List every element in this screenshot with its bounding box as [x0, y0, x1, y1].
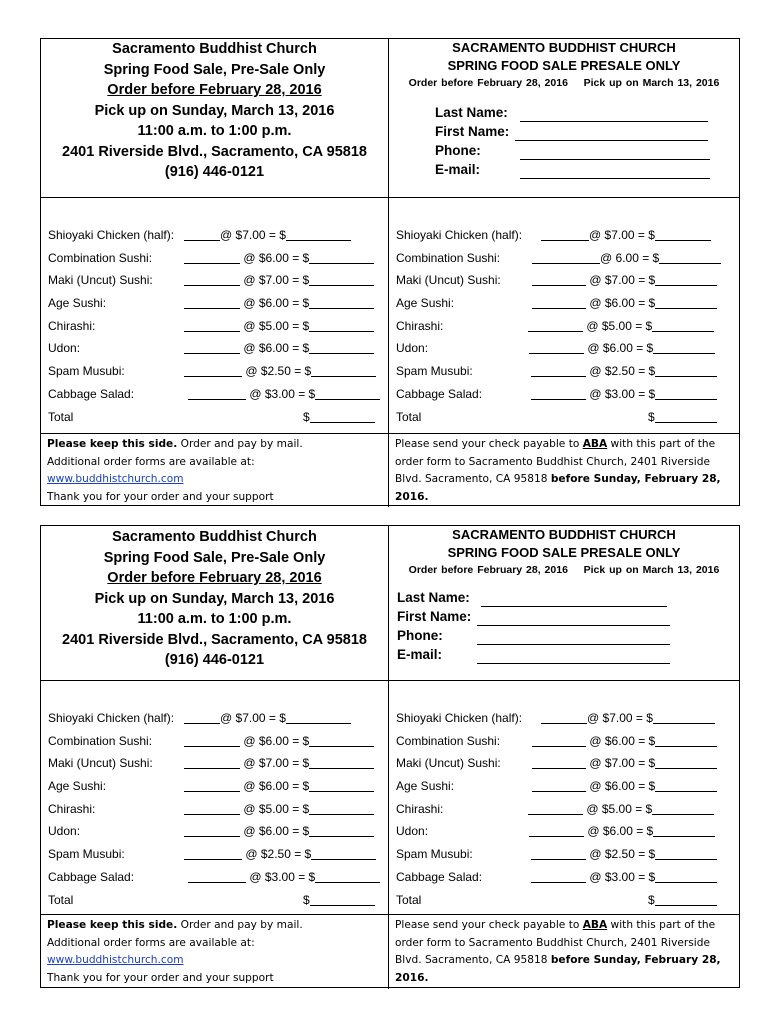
- send-check-note: Please send your check payable to ABA with this part of the order form to Sacramento Buddhist Church, 2401 Riverside Blvd. Sacramento, CA 95818 before Sunday, February 28, 2016.: [388, 434, 739, 507]
- pickup-time: 11:00 a.m. to 1:00 p.m.: [137, 611, 292, 627]
- form-footer: [41, 433, 739, 507]
- order-before: Order before February 28, 2016: [408, 564, 568, 576]
- item-row: Combination Sushi: @ 6.00 = $: [389, 251, 739, 274]
- items-section: [41, 681, 739, 914]
- total-row: Total $: [41, 410, 388, 433]
- item-row: Udon: @ $6.00 = $: [41, 824, 388, 847]
- form-footer: [41, 914, 739, 989]
- right-items: [388, 681, 739, 914]
- pick-up: Pick up on March 13, 2016: [583, 564, 720, 576]
- form-header: [41, 39, 739, 198]
- dates-line: [389, 562, 739, 578]
- phone-field[interactable]: Phone:: [435, 141, 739, 160]
- item-row: Age Sushi: @ $6.00 = $: [389, 296, 739, 319]
- item-row: Cabbage Salad: @ $3.00 = $: [389, 870, 739, 893]
- left-header: [41, 39, 388, 197]
- right-items: [388, 198, 739, 433]
- sale-title-caps: SPRING FOOD SALE PRESALE ONLY: [447, 58, 681, 73]
- item-row: Combination Sushi: @ $6.00 = $: [41, 251, 388, 274]
- left-items: [41, 198, 388, 433]
- church-address: 2401 Riverside Blvd., Sacramento, CA 95818: [62, 143, 367, 160]
- church-name-caps: SACRAMENTO BUDDHIST CHURCH: [452, 40, 676, 55]
- pickup-time: 11:00 a.m. to 1:00 p.m.: [137, 123, 292, 139]
- last-name-field[interactable]: Last Name:: [435, 103, 739, 122]
- last-name-field[interactable]: Last Name:: [397, 588, 739, 607]
- order-before: Order before February 28, 2016: [408, 77, 568, 89]
- item-row: Age Sushi: @ $6.00 = $: [41, 779, 388, 802]
- item-row: Shioyaki Chicken (half): @ $7.00 = $: [389, 228, 739, 251]
- form-header: [41, 526, 739, 681]
- sale-title-caps: SPRING FOOD SALE PRESALE ONLY: [447, 545, 681, 560]
- item-row: Maki (Uncut) Sushi: @ $7.00 = $: [389, 273, 739, 296]
- church-address: 2401 Riverside Blvd., Sacramento, CA 95818: [62, 631, 367, 648]
- item-row: Shioyaki Chicken (half): @ $7.00 = $: [389, 711, 739, 734]
- left-header: [41, 526, 388, 680]
- item-row: Chirashi: @ $5.00 = $: [389, 319, 739, 342]
- order-deadline: Order before February 28, 2016: [107, 82, 322, 98]
- items-section: [41, 198, 739, 433]
- order-deadline: Order before February 28, 2016: [107, 570, 322, 586]
- customer-fields: [389, 588, 739, 664]
- right-header: [388, 526, 739, 680]
- church-phone: (916) 446-0121: [164, 652, 265, 668]
- item-row: Spam Musubi: @ $2.50 = $: [389, 847, 739, 870]
- total-row: Total $: [389, 893, 739, 916]
- item-row: Udon: @ $6.00 = $: [41, 341, 388, 364]
- website-link[interactable]: www.buddhistchurch.com: [47, 954, 184, 966]
- item-row: Maki (Uncut) Sushi: @ $7.00 = $: [389, 756, 739, 779]
- email-field[interactable]: E-mail:: [397, 645, 739, 664]
- sale-title: Spring Food Sale, Pre-Sale Only: [103, 549, 326, 566]
- keep-side-note: Please keep this side. Order and pay by mail. Additional order forms are available at: www.buddhistchurch.com Thank you for your order and your support: [47, 919, 303, 984]
- item-row: Chirashi: @ $5.00 = $: [41, 319, 388, 342]
- item-row: Combination Sushi: @ $6.00 = $: [389, 734, 739, 757]
- first-name-field[interactable]: First Name:: [397, 607, 739, 626]
- item-row: Shioyaki Chicken (half): @ $7.00 = $: [41, 711, 388, 734]
- keep-side-note: Please keep this side. Order and pay by mail. Additional order forms are available at: www.buddhistchurch.com Thank you for your order and your support: [47, 438, 303, 503]
- item-row: Cabbage Salad: @ $3.00 = $: [41, 870, 388, 893]
- item-row: Udon: @ $6.00 = $: [389, 341, 739, 364]
- item-row: Maki (Uncut) Sushi: @ $7.00 = $: [41, 273, 388, 296]
- send-check-note: Please send your check payable to ABA with this part of the order form to Sacramento Buddhist Church, 2401 Riverside Blvd. Sacramento, CA 95818 before Sunday, February 28, 2016.: [388, 915, 739, 989]
- item-row: Age Sushi: @ $6.00 = $: [41, 296, 388, 319]
- sale-title: Spring Food Sale, Pre-Sale Only: [103, 61, 326, 78]
- order-form-bottom: [40, 525, 740, 988]
- order-form-top: [40, 38, 740, 506]
- church-phone: (916) 446-0121: [164, 164, 265, 180]
- phone-field[interactable]: Phone:: [397, 626, 739, 645]
- church-name: Sacramento Buddhist Church: [112, 529, 317, 545]
- total-row: Total $: [41, 893, 388, 916]
- email-field[interactable]: E-mail:: [435, 160, 739, 179]
- pickup-date: Pick up on Sunday, March 13, 2016: [94, 590, 335, 607]
- item-row: Combination Sushi: @ $6.00 = $: [41, 734, 388, 757]
- pick-up: Pick up on March 13, 2016: [583, 77, 720, 89]
- customer-fields: [389, 103, 739, 179]
- church-name: Sacramento Buddhist Church: [112, 41, 317, 57]
- item-row: Spam Musubi: @ $2.50 = $: [41, 847, 388, 870]
- item-row: Chirashi: @ $5.00 = $: [41, 802, 388, 825]
- item-row: Maki (Uncut) Sushi: @ $7.00 = $: [41, 756, 388, 779]
- total-row: Total $: [389, 410, 739, 433]
- pickup-date: Pick up on Sunday, March 13, 2016: [94, 102, 335, 119]
- item-row: Chirashi: @ $5.00 = $: [389, 802, 739, 825]
- right-header: [388, 39, 739, 197]
- website-link[interactable]: www.buddhistchurch.com: [47, 473, 184, 485]
- dates-line: [389, 75, 739, 91]
- first-name-field[interactable]: First Name:: [435, 122, 739, 141]
- item-row: Cabbage Salad: @ $3.00 = $: [41, 387, 388, 410]
- item-row: Spam Musubi: @ $2.50 = $: [41, 364, 388, 387]
- church-name-caps: SACRAMENTO BUDDHIST CHURCH: [452, 527, 676, 542]
- item-row: Spam Musubi: @ $2.50 = $: [389, 364, 739, 387]
- item-row: Udon: @ $6.00 = $: [389, 824, 739, 847]
- item-row: Age Sushi: @ $6.00 = $: [389, 779, 739, 802]
- item-row: Cabbage Salad: @ $3.00 = $: [389, 387, 739, 410]
- left-items: [41, 681, 388, 914]
- item-row: Shioyaki Chicken (half): @ $7.00 = $: [41, 228, 388, 251]
